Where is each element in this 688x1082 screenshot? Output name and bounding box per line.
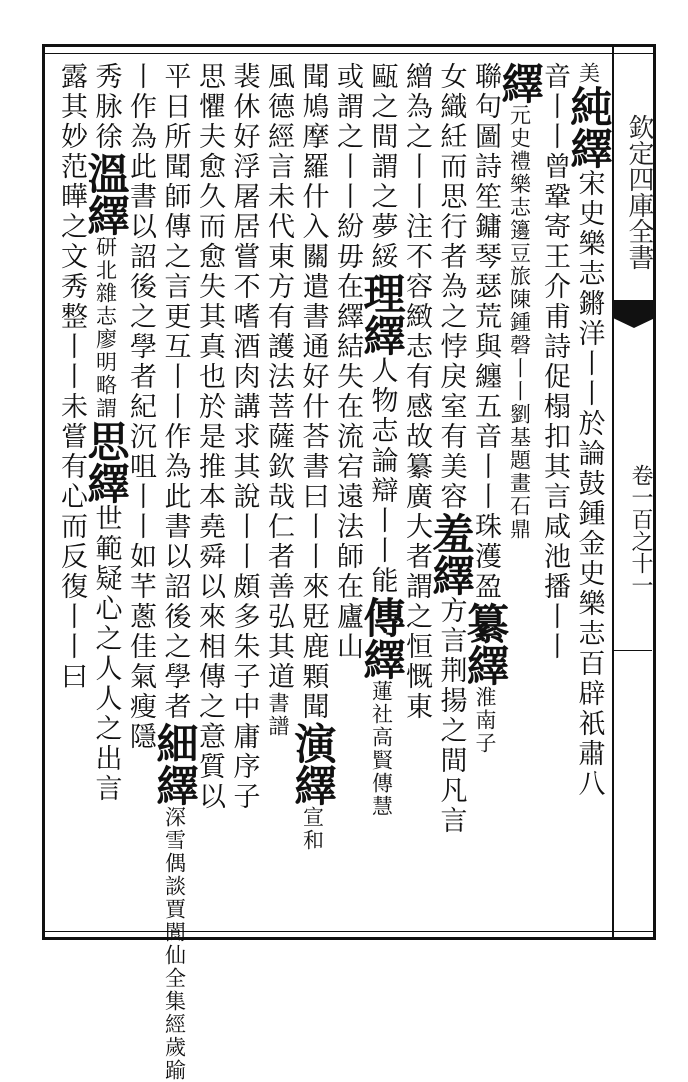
top-rule: [42, 53, 654, 54]
body-text: 音丨丨曾鞏寄王介甫詩促榻扣其言咸池播丨丨: [539, 62, 570, 662]
margin-rule: [612, 650, 652, 651]
source-note: 美: [576, 62, 601, 85]
source-note: 研北雜志廖明略謂: [93, 236, 118, 420]
body-text: 范曄之文秀整丨丨: [56, 152, 87, 392]
body-text: 未嘗有心而反復丨丨曰: [56, 392, 87, 692]
body-text: 風德經言未代東方有護法菩薩欽哉仁者善弘其道: [263, 62, 294, 692]
text-column: [50, 62, 92, 928]
body-text: 聯句圖詩笙鏞琴瑟荒與纏五音丨丨珠濩盈: [470, 62, 501, 602]
body-text: 女織紝而思行者為之悖戾室有美容: [435, 62, 467, 512]
body-text: 在繹結失在流宕: [332, 272, 363, 482]
fish-tail-notch: [613, 318, 655, 328]
book-title: 欽定四庫全書: [624, 114, 654, 270]
entry-headword: 演繹: [288, 722, 338, 806]
entry-headword: 羞繹: [426, 512, 476, 596]
entry-headword: 理繹: [357, 272, 407, 356]
source-note: 書譜: [266, 692, 290, 738]
body-text: 紀沉咀丨丨如芊蔥佳氣瘦隱: [125, 392, 156, 752]
body-text: 露其妙: [56, 62, 87, 152]
entry-headword: 溫繹: [81, 152, 131, 236]
source-note: 宣和: [300, 806, 325, 852]
body-text: 人物志論辯丨丨能: [366, 356, 398, 596]
entry-headword: 傳繹: [357, 596, 407, 680]
volume-label: 卷一百之十一: [628, 464, 653, 596]
body-text: 廣大者謂之恒慨東: [401, 482, 432, 722]
entry-headword: 細繹: [150, 722, 200, 806]
entry-headword: 純繹: [564, 85, 614, 169]
body-text: 聞鳩摩羅什入關遣書通好什荅書曰丨丨來覎鹿顆聞: [297, 62, 329, 722]
body-text: 丨作為此書以詔後之學者: [125, 62, 156, 392]
page-margin-column: [612, 44, 656, 940]
body-text: 平日所聞師傳之言更互丨丨作為此書以詔後之學者: [159, 62, 191, 722]
body-text: 世範疑心之人人之出言: [90, 504, 122, 804]
body-text: 遠法師在廬山: [332, 482, 363, 662]
body-text: 甌之間謂之夢綏: [366, 62, 398, 272]
body-text: 思懼夫愈久而愈失其真也於是推本堯舜以來相傳之意質以: [194, 62, 225, 812]
body-text: 裴休好浮屠居嘗不嗜酒肉講求其說丨丨頗多朱子中庸序子: [228, 62, 260, 812]
entry-headword: 纂繹: [461, 602, 510, 686]
body-text: 或謂之丨丨紛毋: [332, 62, 363, 272]
fish-tail-mark: [613, 300, 655, 318]
body-text: 鏘洋丨丨於論鼓鍾金史樂志百辟祇肅八: [573, 289, 605, 799]
body-text: 秀脉徐: [90, 62, 122, 152]
body-text: 方言荆揚之間凡言: [435, 596, 467, 836]
body-text: 宋史樂志: [573, 169, 605, 289]
source-note: 淮南子: [473, 686, 497, 755]
source-note: 元史禮樂志籩豆旅陳鍾磬丨丨劉基題畫石鼎: [507, 104, 532, 541]
source-note: 深雪偶談賈閬仙全集經歲踰: [162, 806, 187, 1082]
source-note: 蓮社高賢傳慧: [369, 680, 394, 818]
body-text: 繒為之丨丨注不容緻志有感故纂: [401, 62, 432, 482]
entry-headword: 思繹: [81, 420, 131, 504]
entry-headword: 繹: [495, 62, 545, 104]
bottom-rule: [42, 931, 654, 932]
